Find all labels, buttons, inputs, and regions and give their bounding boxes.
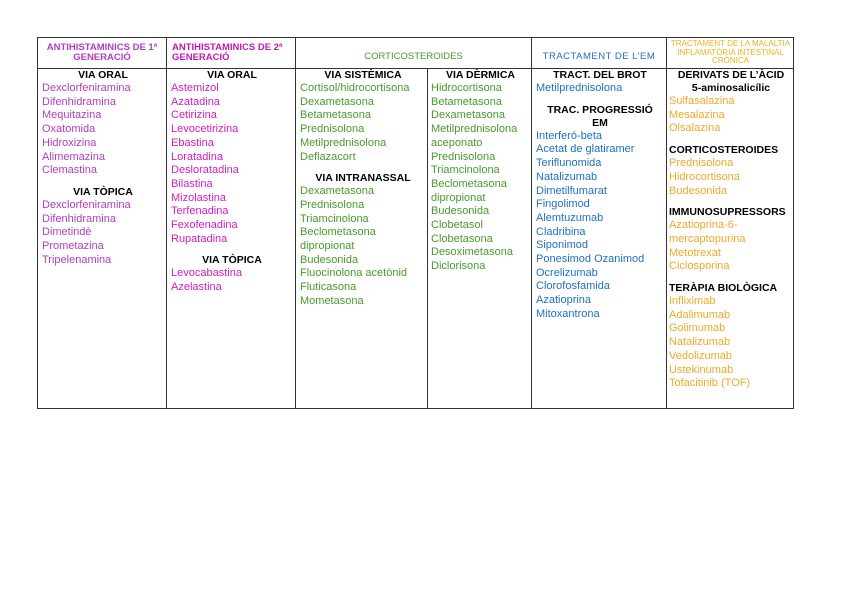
list-item: Oxatomida — [42, 123, 96, 136]
list-item: Mequitazina — [42, 109, 102, 122]
list-item: Sulfasalazina — [669, 95, 735, 107]
list-item: Metotrexat — [669, 246, 721, 259]
column-divider — [166, 38, 167, 408]
list-item: Prednisolona — [300, 123, 365, 136]
list-item: Dexametasona — [300, 185, 374, 198]
column-tractament-em — [536, 69, 664, 322]
section-title-via-dermica: VIA DÈRMICA — [445, 69, 516, 81]
list-item: Hidrocortisona — [669, 170, 740, 183]
list-item: Metilprednisolona — [431, 123, 518, 136]
list-item: Acetat de glatiramer — [536, 143, 635, 156]
list-item: Mesalazina — [669, 108, 725, 121]
section-title-terapia-biologica: TERÀPIA BIOLÒGICA — [669, 282, 778, 295]
list-item: Triamcinolona — [300, 212, 369, 225]
list-item: Clorofosfamida — [536, 280, 610, 293]
list-item: Prometazina — [42, 240, 104, 253]
list-item: Interferó-beta — [536, 129, 603, 142]
section-title-aminosalicilic: 5-aminosalicílic — [691, 82, 771, 94]
section-title-tract-brot: TRACT. DEL BROT — [553, 69, 647, 81]
list-item: Dimetilfumarat — [536, 184, 607, 197]
list-item: dipropionat — [300, 240, 355, 253]
section-title-derivats-acid: DERIVATS DE L’ÀCID — [677, 69, 785, 81]
list-item: Fluocinolona acetònid — [300, 267, 408, 280]
list-item: Rupatadina — [171, 232, 228, 245]
list-item: Adalimumab — [669, 308, 731, 321]
list-item: Astemizol — [171, 82, 219, 94]
list-item: Clemastina — [42, 164, 98, 177]
section-title-via-intranassal: VIA INTRANASSAL — [315, 172, 411, 185]
list-item: Budesonida — [300, 253, 359, 266]
list-item: Natalizumab — [536, 170, 598, 183]
section-title-via-topica: VIA TÒPICA — [73, 185, 133, 198]
list-item: Clobetasona — [431, 232, 493, 245]
list-item: mercaptopurina — [669, 232, 746, 245]
list-item: Levocabastina — [171, 267, 242, 280]
column-tractament-mii — [669, 69, 793, 391]
section-title-via-oral: VIA ORAL — [207, 69, 257, 81]
section-title-immunosupressors: IMMUNOSUPRESSORS — [669, 206, 786, 219]
list-item: Levocetirizina — [171, 123, 239, 136]
column-antihistaminics-1 — [42, 69, 164, 267]
list-item: Budesonida — [669, 184, 728, 197]
header-antihistaminics-1: ANTIHISTAMINICS DE 1ª GENERACIÓ — [46, 42, 158, 63]
list-item: Mitoxantrona — [536, 307, 600, 320]
section-title-trac-progressio: TRAC. PROGRESSIÓ — [547, 103, 653, 116]
list-item: Beclometasona — [431, 177, 507, 190]
list-item: Fingolimod — [536, 198, 590, 211]
list-item: Azatioprina-6- — [669, 219, 738, 232]
subcolumn-divider — [427, 69, 428, 408]
list-item: Triamcinolona — [431, 164, 500, 177]
list-item: Betametasona — [431, 95, 502, 108]
list-item: Metilprednisolona — [300, 136, 387, 149]
column-cortico-dermica — [431, 69, 530, 274]
list-item: Prednisolona — [669, 157, 734, 170]
list-item: Azatioprina — [536, 294, 592, 307]
list-item: Golimumab — [669, 322, 726, 335]
list-item: Prednisolona — [431, 150, 496, 163]
list-item: Vedolizumab — [669, 349, 732, 362]
list-item: Alemtuzumab — [536, 211, 604, 224]
list-item: dipropionat — [431, 191, 486, 204]
header-corticosteroides: CORTICOSTEROIDES — [364, 51, 463, 62]
list-item: Budesonida — [431, 205, 490, 218]
list-item: Clobetasol — [431, 219, 483, 232]
list-item: Mizolastina — [171, 191, 227, 204]
list-item: Ebastina — [171, 136, 214, 149]
section-title-corticosteroides: CORTICOSTEROIDES — [669, 144, 779, 157]
list-item: Natalizumab — [669, 336, 731, 349]
list-item: Cladribina — [536, 225, 586, 238]
list-item: Olsalazina — [669, 122, 721, 135]
list-item: Alimemazina — [42, 150, 105, 163]
list-item: Dexametasona — [431, 109, 505, 122]
list-item: Hidrocortisona — [431, 82, 502, 94]
list-item: Diclorisona — [431, 260, 486, 273]
list-item: Difenhidramina — [42, 212, 116, 225]
section-title-via-topica: VIA TÒPICA — [202, 254, 262, 267]
section-title-via-sistemica: VIA SISTÈMICA — [324, 69, 402, 81]
list-item: Dexametasona — [300, 95, 374, 108]
list-item: Betametasona — [300, 109, 371, 122]
list-item: Metilprednisolona — [536, 82, 623, 94]
column-divider — [295, 38, 296, 408]
list-item: Mometasona — [300, 294, 364, 307]
list-item: Ocrelizumab — [536, 266, 598, 279]
list-item: Cortisol/hidrocortisona — [300, 82, 410, 94]
list-item: Teriflunomida — [536, 157, 602, 170]
list-item: Terfenadina — [171, 205, 229, 218]
column-antihistaminics-2 — [171, 69, 293, 295]
list-item: Azelastina — [171, 281, 222, 294]
list-item: Ciclosporina — [669, 260, 730, 273]
list-item: Siponimod — [536, 239, 588, 252]
list-item: Desoximetasona — [431, 246, 513, 259]
list-item: Dexclorfeniramina — [42, 198, 131, 211]
list-item: Loratadina — [171, 150, 223, 163]
section-title-trac-progressio-em: EM — [592, 116, 608, 129]
list-item: aceponato — [431, 136, 483, 149]
list-item: Ustekinumab — [669, 363, 734, 376]
header-tractament-mii: TRACTAMENT DE LA MALALTIA INFLAMATÒRIA INTESTINAL CRÒNICA — [670, 39, 791, 66]
list-item: Hidroxizina — [42, 136, 97, 149]
list-item: Infliximab — [669, 295, 716, 308]
list-item: Deflazacort — [300, 150, 356, 163]
list-item: Beclometasona — [300, 226, 376, 239]
column-divider — [666, 38, 667, 408]
header-antihistaminics-2: ANTIHISTAMINICS DE 2ª GENERACIÓ — [172, 42, 283, 63]
list-item: Prednisolona — [300, 198, 365, 211]
list-item: Bilastina — [171, 177, 213, 190]
list-item: Tripelenamina — [42, 253, 112, 266]
list-item: Desloratadina — [171, 164, 239, 177]
list-item: Difenhidramina — [42, 95, 116, 108]
column-divider — [531, 38, 532, 408]
list-item: Tofacitinib (TOF) — [669, 377, 751, 390]
column-cortico-sistemica — [300, 69, 426, 309]
list-item: Fluticasona — [300, 281, 357, 294]
list-item: Dexclorfeniramina — [42, 82, 131, 94]
drug-classification-table — [37, 37, 794, 409]
section-title-via-oral: VIA ORAL — [78, 69, 128, 81]
list-item: Fexofenadina — [171, 219, 238, 232]
list-item: Ponesimod Ozanimod — [536, 253, 645, 266]
header-tractament-em: TRACTAMENT DE L’EM — [542, 51, 656, 62]
list-item: Cetirizina — [171, 109, 217, 122]
list-item: Dimetindè — [42, 226, 92, 239]
list-item: Azatadina — [171, 95, 220, 108]
